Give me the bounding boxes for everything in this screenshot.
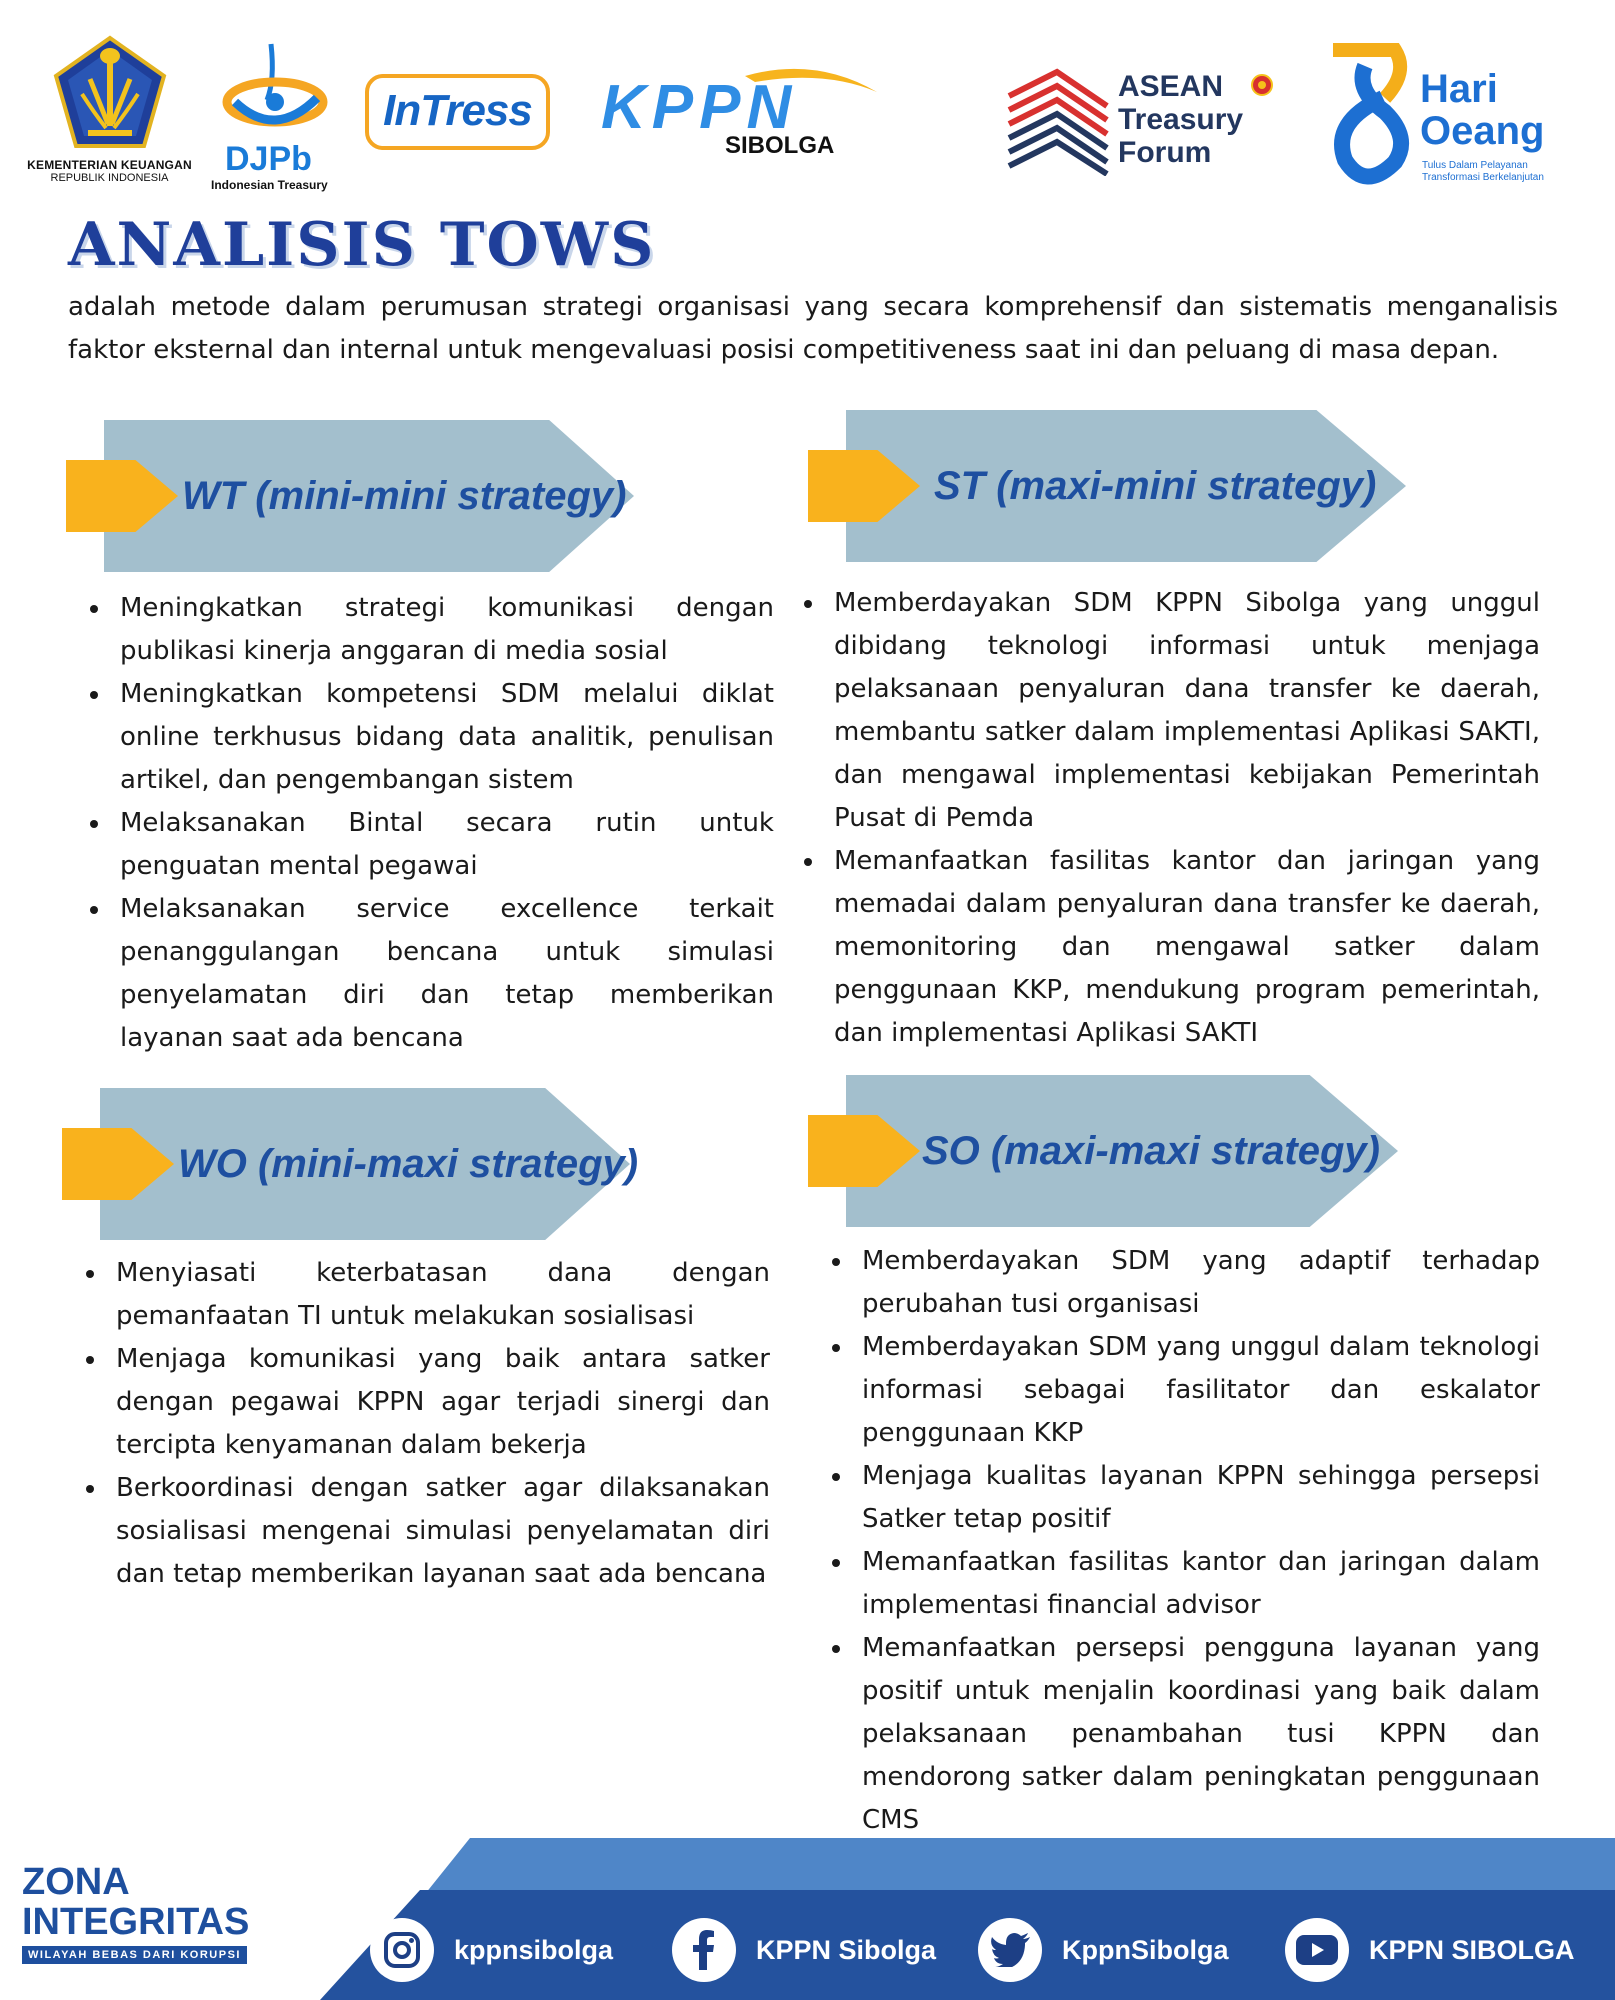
kppn-wordmark: KPPN — [601, 73, 798, 142]
zona-line-3: WILAYAH BEBAS DARI KORUPSI — [22, 1946, 247, 1964]
intro-paragraph: adalah metode dalam perumusan strategi organisasi yang secara komprehensif dan sistematis menganalisis faktor eksternal dan internal untuk mengevaluasi posisi competitiveness saat ini dan peluang di masa depan. — [68, 292, 1558, 365]
st-list — [780, 582, 1540, 1055]
list-item: Menjaga komunikasi yang baik antara satker dengan pegawai KPPN agar terjadi sinergi dan tercipta kenyamanan dalam bekerja — [62, 1338, 770, 1467]
hari-line-2: Oeang — [1420, 109, 1545, 153]
intress-wordmark: InTress — [383, 86, 532, 135]
twitter-icon — [978, 1918, 1042, 1982]
list-item: Memanfaatkan fasilitas kantor dan jaringan dalam implementasi financial advisor — [808, 1541, 1540, 1627]
wt-heading: WT (mini-mini strategy) — [182, 474, 627, 518]
zona-line-1: ZONA — [22, 1861, 130, 1903]
hari-oeang-tagline — [1422, 160, 1544, 184]
atf-line-1: ASEAN — [1118, 70, 1224, 103]
wo-list — [62, 1252, 770, 1596]
list-item: Menyiasati keterbatasan dana dengan pemanfaatan TI untuk melakukan sosialisasi — [62, 1252, 770, 1338]
wo-banner — [62, 1088, 639, 1240]
youtube-handle: KPPN SIBOLGA — [1369, 1934, 1575, 1965]
kemenkeu-country: REPUBLIK INDONESIA — [50, 172, 169, 184]
social-facebook[interactable] — [672, 1915, 936, 1985]
kppn-logo — [595, 62, 880, 162]
kppn-city: SIBOLGA — [725, 132, 835, 159]
list-item: Meningkatkan kompetensi SDM melalui diklat online terkhusus bidang data analitik, penulisan artikel, dan pengembangan sistem — [66, 673, 774, 802]
list-item: Berkoordinasi dengan satker agar dilaksanakan sosialisasi mengenai simulasi penyelamatan diri dan tetap memberikan layanan saat ada bencana — [62, 1467, 770, 1596]
zona-line-2: INTEGRITAS — [22, 1901, 250, 1943]
hari-line-1: Hari — [1420, 67, 1498, 111]
twitter-handle: KppnSibolga — [1062, 1934, 1229, 1965]
asean-emblem-icon — [1251, 74, 1273, 96]
djpb-logo — [205, 40, 345, 190]
facebook-handle: KPPN Sibolga — [756, 1934, 937, 1965]
wt-banner — [66, 420, 636, 572]
list-item: Memberdayakan SDM yang adaptif terhadap perubahan tusi organisasi — [808, 1240, 1540, 1326]
djpb-tagline: Indonesian Treasury — [211, 178, 328, 192]
list-item: Meningkatkan strategi komunikasi dengan publikasi kinerja anggaran di media sosial — [66, 587, 774, 673]
social-youtube[interactable] — [1285, 1915, 1575, 1985]
hari-oeang-78-icon — [1325, 42, 1415, 192]
asean-treasury-forum-text — [1118, 70, 1243, 169]
instagram-handle: kppnsibolga — [454, 1934, 614, 1965]
kemenkeu-name: KEMENTERIAN KEUANGAN — [27, 158, 192, 172]
so-heading: SO (maxi-maxi strategy) — [922, 1129, 1380, 1173]
hari-tagline-2: Transformasi Berkelanjutan — [1422, 172, 1544, 183]
asean-treasury-forum-icon — [1005, 66, 1115, 176]
wo-heading: WO (mini-maxi strategy) — [178, 1142, 639, 1186]
social-instagram[interactable] — [370, 1915, 613, 1985]
kemenkeu-emblem-icon — [50, 34, 170, 154]
st-banner — [808, 410, 1408, 562]
wt-list — [66, 587, 774, 1060]
list-item: Menjaga kualitas layanan KPPN sehingga persepsi Satker tetap positif — [808, 1455, 1540, 1541]
asean-treasury-forum-logo — [1005, 66, 1275, 176]
list-item: Memanfaatkan fasilitas kantor dan jaringan yang memadai dalam penyaluran dana transfer ke daerah, memonitoring dan mengawal satker dalam penggunaan KKP, mendukung program pemerintah, dan implementasi Aplikasi SAKTI — [780, 840, 1540, 1055]
list-item: Melaksanakan service excellence terkait penanggulangan bencana untuk simulasi penyelamatan diri dan tetap memberikan layanan saat ada bencana — [66, 888, 774, 1060]
list-item: Melaksanakan Bintal secara rutin untuk penguatan mental pegawai — [66, 802, 774, 888]
so-banner — [808, 1075, 1400, 1227]
atf-line-2: Treasury — [1118, 103, 1244, 136]
hari-oeang-wordmark — [1420, 68, 1544, 152]
djpb-swirl-icon — [205, 40, 345, 140]
hari-tagline-1: Tulus Dalam Pelayanan — [1422, 160, 1528, 171]
instagram-icon — [370, 1918, 434, 1982]
st-heading: ST (maxi-mini strategy) — [934, 464, 1377, 508]
list-item: Memberdayakan SDM yang unggul dalam teknologi informasi sebagai fasilitator dan eskalator penggunaan KKP — [808, 1326, 1540, 1455]
intress-logo — [365, 74, 550, 150]
hari-oeang-logo — [1325, 42, 1595, 192]
list-item: Memberdayakan SDM KPPN Sibolga yang unggul dibidang teknologi informasi untuk menjaga pelaksanaan penyaluran dana transfer ke daerah, membantu satker dalam implementasi Aplikasi SAKTI, dan mengawal implementasi kebijakan Pemerintah Pusat di Pemda — [780, 582, 1540, 840]
facebook-icon — [672, 1918, 736, 1982]
zona-integritas-logo — [22, 1862, 290, 1964]
social-twitter[interactable] — [978, 1915, 1228, 1985]
kemenkeu-logo — [22, 34, 197, 194]
list-item: Memanfaatkan persepsi pengguna layanan yang positif untuk menjalin koordinasi yang baik dalam pelaksanaan penambahan tusi KPPN dan mendorong satker dalam peningkatan penggunaan CMS — [808, 1627, 1540, 1842]
youtube-icon — [1285, 1918, 1349, 1982]
atf-line-3: Forum — [1118, 136, 1212, 169]
djpb-name: DJPb — [225, 140, 312, 178]
so-list — [808, 1240, 1540, 1842]
page-title: ANALISIS TOWS — [68, 210, 656, 280]
